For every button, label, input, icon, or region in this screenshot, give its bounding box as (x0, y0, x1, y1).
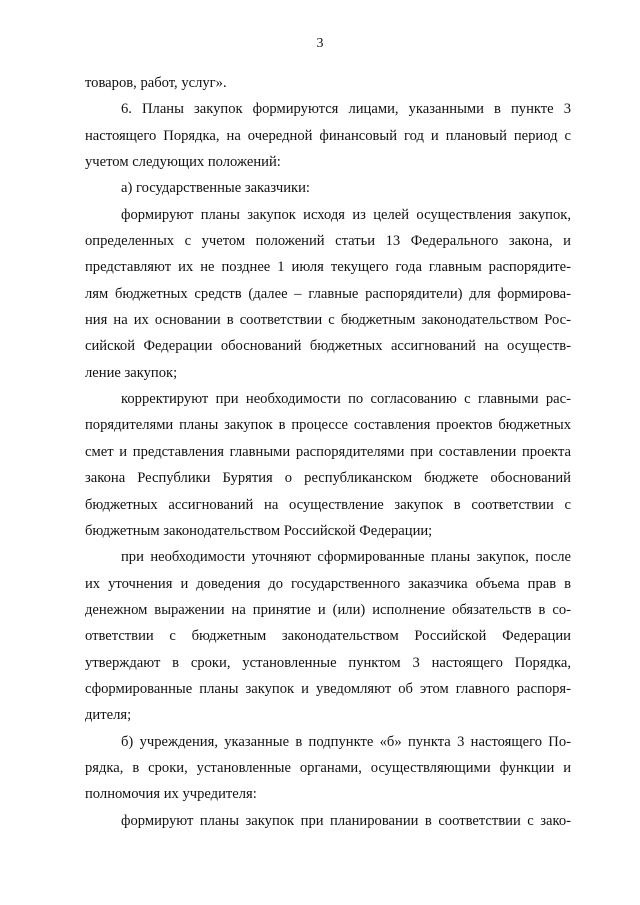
text-line: полномочия их учредителя: (85, 786, 257, 803)
text-line: порядителями планы закупок в процессе составления проектов бюджетных (85, 417, 571, 434)
text-line: а) государственные заказчики: (121, 180, 310, 197)
text-line: определенных с учетом положений статьи 13 Федерального закона, и (85, 233, 571, 250)
text-line: денежном выражении на принятие и (или) исполнение обязательств в со- (85, 601, 571, 618)
text-line: формируют планы закупок при планировании в соответствии с зако- (121, 812, 571, 829)
text-line: б) учреждения, указанные в подпункте «б» пункта 3 настоящего По- (121, 733, 571, 750)
text-line: смет и представления главными распорядителями при составлении проекта (85, 443, 571, 460)
text-line: бюджетным законодательством Российской Федерации; (85, 522, 433, 539)
text-line: ление закупок; (85, 364, 178, 381)
text-line: дителя; (85, 707, 132, 724)
document-body (85, 70, 571, 834)
text-line: рядка, в сроки, установленные органами, осуществляющими функции и (85, 759, 571, 776)
text-line: сийской Федерации обоснований бюджетных ассигнований на осуществ- (85, 338, 571, 355)
text-line: корректируют при необходимости по согласованию с главными рас- (121, 391, 571, 408)
text-line: их уточнения и доведения до государственного заказчика объема прав в (85, 575, 571, 592)
text-line: закона Республики Бурятия о республиканском бюджете обоснований (85, 470, 571, 487)
text-line: учетом следующих положений: (85, 154, 281, 171)
text-line: утверждают в сроки, установленные пунктом 3 настоящего Порядка, (85, 654, 571, 671)
text-line: лям бюджетных средств (далее – главные распорядители) для формирова- (85, 285, 571, 302)
text-line: ответствии с бюджетным законодательством Российской Федерации (85, 628, 571, 645)
text-line: ния на их основании в соответствии с бюджетным законодательством Рос- (85, 312, 571, 329)
text-line: при необходимости уточняют сформированные планы закупок, после (121, 549, 571, 566)
page-number: 3 (316, 36, 324, 51)
text-line: сформированные планы закупок и уведомляют об этом главного распоря- (85, 680, 571, 697)
text-line: представляют их не позднее 1 июля текущего года главным распорядите- (85, 259, 571, 276)
text-line: товаров, работ, услуг». (85, 75, 227, 91)
text-line: настоящего Порядка, на очередной финансовый год и плановый период с (85, 127, 571, 144)
text-line: 6. Планы закупок формируются лицами, указанными в пункте 3 (121, 101, 571, 118)
text-line: бюджетных ассигнований на осуществление закупок в соответствии с (85, 496, 571, 513)
text-line: формируют планы закупок исходя из целей осуществления закупок, (121, 206, 571, 223)
